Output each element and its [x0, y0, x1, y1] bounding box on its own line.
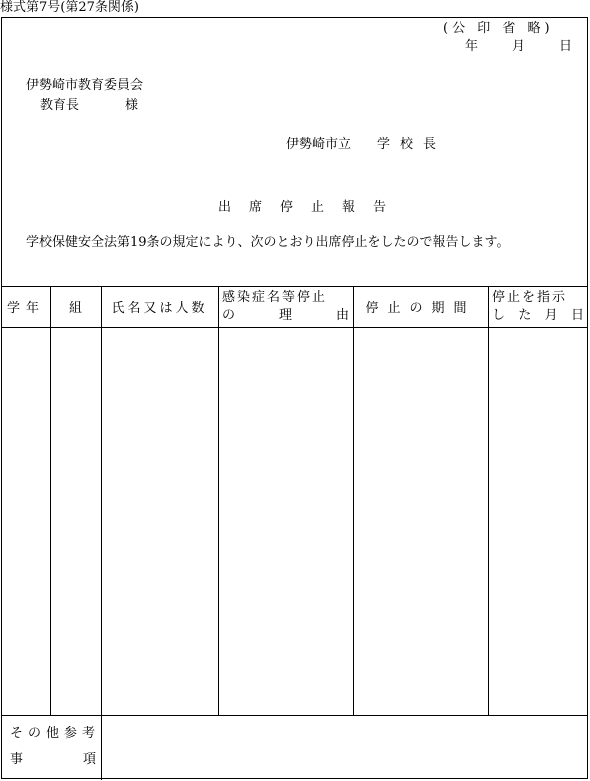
header-period: 停止の期間	[365, 301, 476, 316]
date-year: 年	[465, 39, 479, 54]
document-title: 出席停止報告	[218, 200, 405, 215]
header-reason-line2	[222, 307, 349, 325]
sender-school: 伊勢崎市立	[286, 137, 352, 152]
header-reason-char: 由	[335, 307, 349, 323]
name-entry-area[interactable]	[101, 327, 218, 715]
header-order-char: 月	[544, 307, 558, 323]
addressee-organization: 伊勢崎市教育委員会	[26, 78, 144, 93]
sender-principal: 学校長	[377, 137, 447, 152]
report-form	[1, 17, 588, 779]
header-order-line1: 停止を指示	[492, 289, 568, 305]
remarks-label	[10, 721, 101, 773]
report-body-text: 学校保健安全法第19条の規定により、次のとおり出席停止をしたので報告します。	[26, 235, 510, 250]
form-number: 様式第7号(第27条関係)	[0, 0, 139, 15]
class-entry-area[interactable]	[50, 327, 101, 715]
date-line	[465, 39, 572, 55]
header-name-or-count: 氏名又は人数	[111, 301, 208, 316]
addressee-title-line	[40, 98, 138, 114]
seal-omitted-note: (公 印 省 略)	[443, 21, 554, 36]
header-order-char: 日	[570, 307, 584, 323]
order-date-entry-area[interactable]	[488, 327, 588, 715]
header-reason-char: の	[222, 307, 236, 323]
grade-entry-area[interactable]	[2, 327, 50, 715]
header-order-line2	[492, 307, 584, 325]
reason-entry-area[interactable]	[218, 327, 353, 715]
header-grade: 学年	[6, 301, 45, 316]
header-order-char: た	[518, 307, 532, 323]
remarks-label-line2	[10, 747, 96, 773]
period-entry-area[interactable]	[353, 327, 488, 715]
date-day: 日	[559, 39, 573, 54]
header-reason-char: 理	[278, 307, 292, 323]
header-order-date	[488, 286, 588, 327]
remarks-label-char: 事	[10, 752, 24, 767]
header-class: 組	[68, 301, 82, 316]
header-order-char: し	[492, 307, 506, 323]
header-reason-line1: 感染症名等停止	[222, 289, 328, 305]
sender-line	[286, 137, 446, 153]
remarks-label-char: 項	[82, 752, 96, 767]
header-reason	[218, 286, 353, 327]
date-month: 月	[512, 39, 526, 54]
remarks-entry-area[interactable]	[101, 715, 588, 779]
remarks-label-line1: その他参考	[10, 726, 101, 741]
addressee-title: 教育長	[40, 98, 80, 113]
addressee-honorific: 様	[125, 98, 139, 113]
